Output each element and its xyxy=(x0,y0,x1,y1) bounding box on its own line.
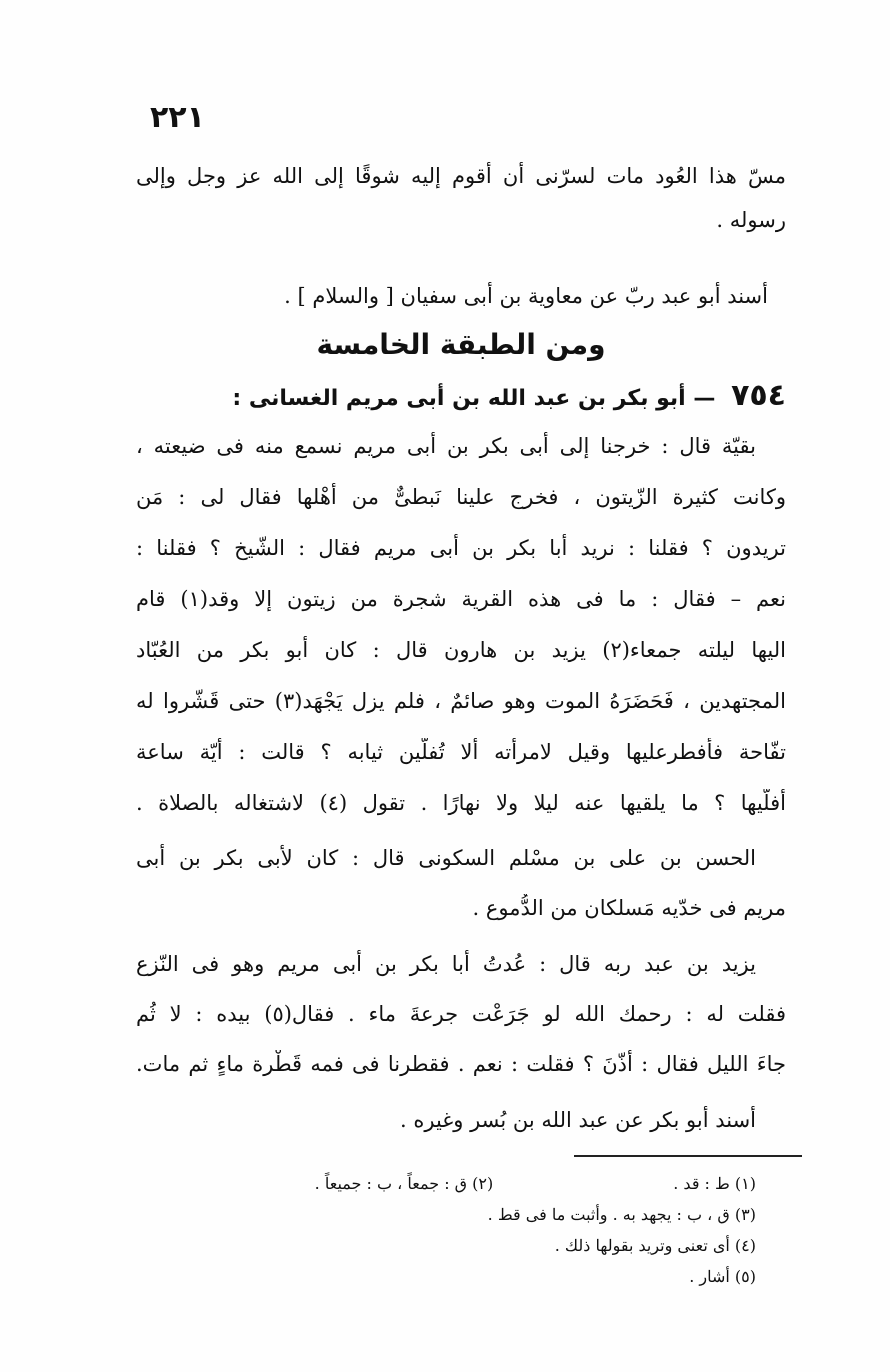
footnote-3: (٣) ق ، ب : يجهد به . وأثبت ما فى قط . xyxy=(487,1205,756,1224)
footnotes xyxy=(196,1168,756,1292)
text-line: مسّ هذا العُود مات لسرّنى أن أقوم إليه شوقًا إلى الله عز وجل وإلى xyxy=(136,164,786,188)
text-line: رسوله . xyxy=(716,208,786,232)
text-line: أفلّيها ؟ ما يلقيها عنه ليلا ولا نهارًا . تقول (٤) لاشتغاله بالصلاة . xyxy=(136,791,786,815)
paragraph-hasan xyxy=(136,844,786,922)
text-line: وكانت كثيرة الزّيتون ، فخرج علينا نَبطىٌّ من أَهْلها فقال لى : مَن xyxy=(136,485,786,509)
entry-heading xyxy=(126,378,786,413)
entry-dash: — xyxy=(693,386,716,411)
entry-number: ٧٥٤ xyxy=(731,378,786,413)
footnote-row xyxy=(196,1168,756,1199)
text-line: تفّاحة فأفطرعليها وقيل لامرأته ألا تُفلّين ثيابه ؟ قالت : أيّة ساعة xyxy=(136,740,786,764)
entry-name: أبو بكر بن عبد الله بن أبى مريم الغسانى : xyxy=(232,386,686,411)
footnote-divider xyxy=(574,1155,802,1157)
paragraph-baqiyya xyxy=(136,432,786,817)
text-line: نعم – فقال : ما فى هذه القرية شجرة من زيتون إلا وقد(١) قام xyxy=(136,587,786,611)
page-number: ٢٢١ xyxy=(150,100,205,135)
text-line: بقيّة قال : خرجنا إلى أبى بكر بن أبى مريم نسمع منه فى ضيعته ، xyxy=(136,434,756,458)
paragraph-closing-isnad xyxy=(136,1106,786,1134)
footnote-2: (٢) ق : جمعاً ، ب : جميعاً . xyxy=(314,1174,494,1193)
paragraph-yazid xyxy=(136,950,786,1078)
section-heading: ومن الطبقة الخامسة xyxy=(316,328,606,361)
text-line: أسند أبو بكر عن عبد الله بن بُسر وغيره . xyxy=(400,1108,756,1132)
paragraph-isnad xyxy=(136,282,786,310)
text-line: تريدون ؟ فقلنا : نريد أبا بكر بن أبى مريم فقال : الشّيخ ؟ فقلنا : xyxy=(136,536,786,560)
footnote-5: (٥) أشار . xyxy=(689,1267,756,1286)
text-line: اليها ليلته جمعاء(٢) يزيد بن هارون قال : كان أبو بكر من العُبّاد xyxy=(136,638,786,662)
footnote-1: (١) ط : قد . xyxy=(673,1174,756,1193)
paragraph-opening xyxy=(136,162,786,234)
footnote-row xyxy=(196,1230,756,1261)
text-line: أسند أبو عبد ربّ عن معاوية بن أبى سفيان [ والسلام ] . xyxy=(284,284,768,308)
text-line: يزيد بن عبد ربه قال : عُدتُ أبا بكر بن أبى مريم وهو فى النّزع xyxy=(136,952,756,976)
footnote-row xyxy=(196,1261,756,1292)
text-line: مريم فى خدّيه مَسلكان من الدُّموع . xyxy=(472,896,786,920)
text-line: الحسن بن على بن مسْلم السكونى قال : كان لأبى بكر بن أبى xyxy=(136,846,756,870)
text-line: المجتهدين ، فَحَضَرَهُ الموت وهو صائمٌ ، فلم يزل يَجْهَد(٣) حتى قَشّروا له xyxy=(136,689,786,713)
footnote-row xyxy=(196,1199,756,1230)
text-line: فقلت له : رحمك الله لو جَرَعْت جرعةَ ماء . فقال(٥) بيده : لا ثُم xyxy=(136,1002,786,1026)
footnote-4: (٤) أى تعنى وتريد بقولها ذلك . xyxy=(554,1236,756,1255)
text-line: جاءَ الليل فقال : أَذّنَ ؟ فقلت : نعم . فقطرنا فى فمه قَطْرة ماءٍ ثم مات. xyxy=(136,1052,786,1076)
